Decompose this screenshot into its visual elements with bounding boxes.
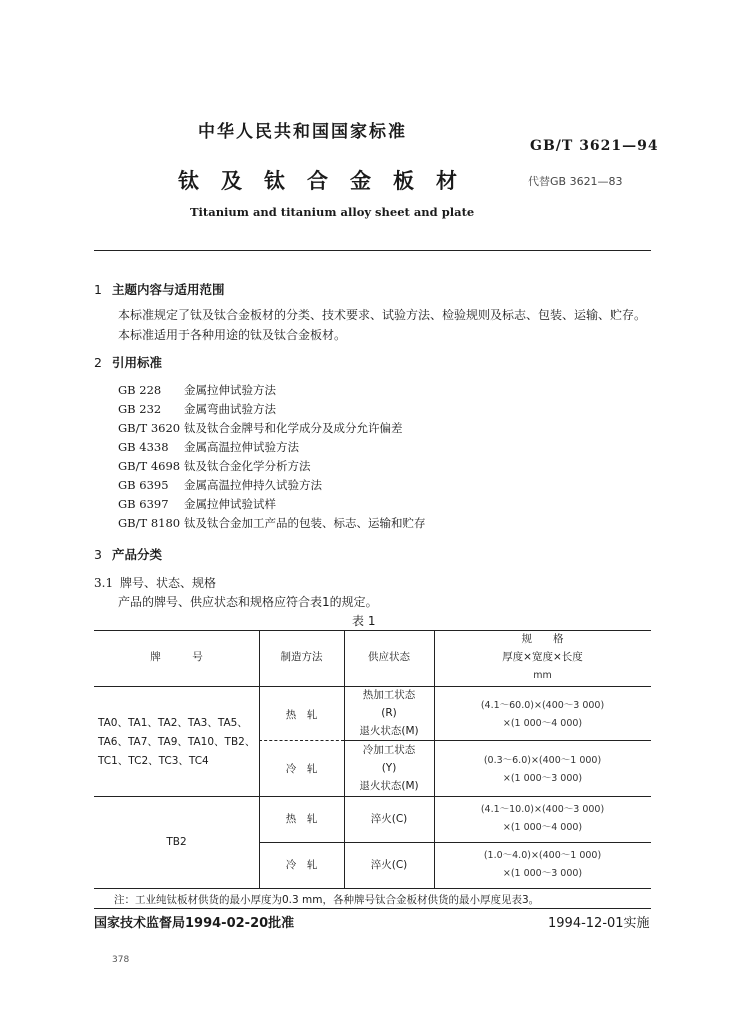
table-row-divider [259,842,651,843]
spec-cell: (4.1～10.0)×(400～3 000) [480,804,605,815]
state-cell: (Y) [381,762,397,774]
spec-cell: (4.1～60.0)×(400～3 000) [480,700,605,711]
spec-cell: ×(1 000～3 000) [502,773,583,784]
spec-cell: ×(1 000～4 000) [502,822,583,833]
method-cell: 热 轧 [285,813,318,825]
effective-date: 1994-12-01实施 [548,916,650,931]
method-cell: 冷 轧 [285,859,318,871]
table-title: 表 1 [352,614,376,628]
method-cell: 冷 轧 [285,763,318,775]
state-cell: 退火状态(M) [359,725,419,737]
section-1-heading [94,280,225,298]
header-spec-unit: mm [533,670,552,681]
header-method: 制造方法 [280,651,323,663]
spec-table [94,630,651,890]
spec-cell: ×(1 000～3 000) [502,868,583,879]
method-cell: 热 轧 [285,709,318,721]
section-number: 2 [94,355,102,370]
main-title: 钛及钛合金板材 [178,169,479,193]
header-state: 供应状态 [368,651,410,663]
reference-item: GB 6395 金属高温拉伸持久试验方法 [118,478,322,492]
state-cell: 热加工状态 [362,689,416,701]
replaces-note: 代替GB 3621—83 [528,175,623,188]
state-cell: 淬火(C) [370,813,408,825]
section-title: 引用标准 [112,355,163,370]
spec-cell: (1.0～4.0)×(400～1 000) [483,850,602,861]
reference-item: GB/T 4698 钛及钛合金化学分析方法 [118,459,311,473]
state-cell: 冷加工状态 [362,744,416,756]
section-3-heading [94,545,162,563]
table-group-divider [94,796,651,797]
section-title: 主题内容与适用范围 [112,282,225,297]
grade-line: TA0、TA1、TA2、TA3、TA5、 [98,717,248,729]
paragraph: 本标准适用于各种用途的钛及钛合金板材。 [118,328,347,342]
header-divider [94,250,651,251]
section-number: 1 [94,282,102,297]
footer-divider [94,908,651,909]
header-spec-title: 规 格 [521,633,564,645]
header-grade: 牌 号 [150,651,203,663]
state-cell: 退火状态(M) [359,780,419,792]
state-cell: (R) [381,707,397,719]
grade-line: TA6、TA7、TA9、TA10、TB2、 [98,736,256,748]
spec-cell: (0.3～6.0)×(400～1 000) [483,755,602,766]
section-2-heading [94,353,162,371]
table-row-divider [259,740,344,741]
section-number: 3 [94,547,102,562]
reference-item: GB/T 3620 钛及钛合金牌号和化学成分及成分允许偏差 [118,421,403,435]
reference-item: GB 228 金属拉伸试验方法 [118,383,276,397]
section-title: 产品分类 [112,547,163,562]
header-spec-dims: 厚度×宽度×长度 [502,651,583,663]
org-title: 中华人民共和国国家标准 [198,122,407,142]
subsection-3-1-heading: 3.1 牌号、状态、规格 [94,576,217,590]
reference-item: GB 6397 金属拉伸试验试样 [118,497,276,511]
paragraph: 产品的牌号、供应状态和规格应符合表1的规定。 [118,595,378,609]
grade-line: TC1、TC2、TC3、TC4 [98,755,209,767]
approval-date: 国家技术监督局1994-02-20批准 [94,916,295,931]
paragraph: 本标准规定了钛及钛合金板材的分类、技术要求、试验方法、检验规则及标志、包装、运输、贮存。 [118,308,647,322]
reference-item: GB 232 金属弯曲试验方法 [118,402,276,416]
table-bottom-border [94,888,651,889]
table-note: 注：工业纯钛板材供货的最小厚度为0.3 mm，各种牌号钛合金板材供货的最小厚度见表3。 [114,894,540,906]
standard-number: GB/T 3621—94 [530,138,659,154]
grade-cell: TB2 [166,836,187,848]
page-number: 378 [112,955,130,965]
reference-item: GB 4338 金属高温拉伸试验方法 [118,440,299,454]
spec-cell: ×(1 000～4 000) [502,718,583,729]
english-title: Titanium and titanium alloy sheet and plate [190,205,475,219]
reference-item: GB/T 8180 钛及钛合金加工产品的包装、标志、运输和贮存 [118,516,426,530]
state-cell: 淬火(C) [370,859,408,871]
